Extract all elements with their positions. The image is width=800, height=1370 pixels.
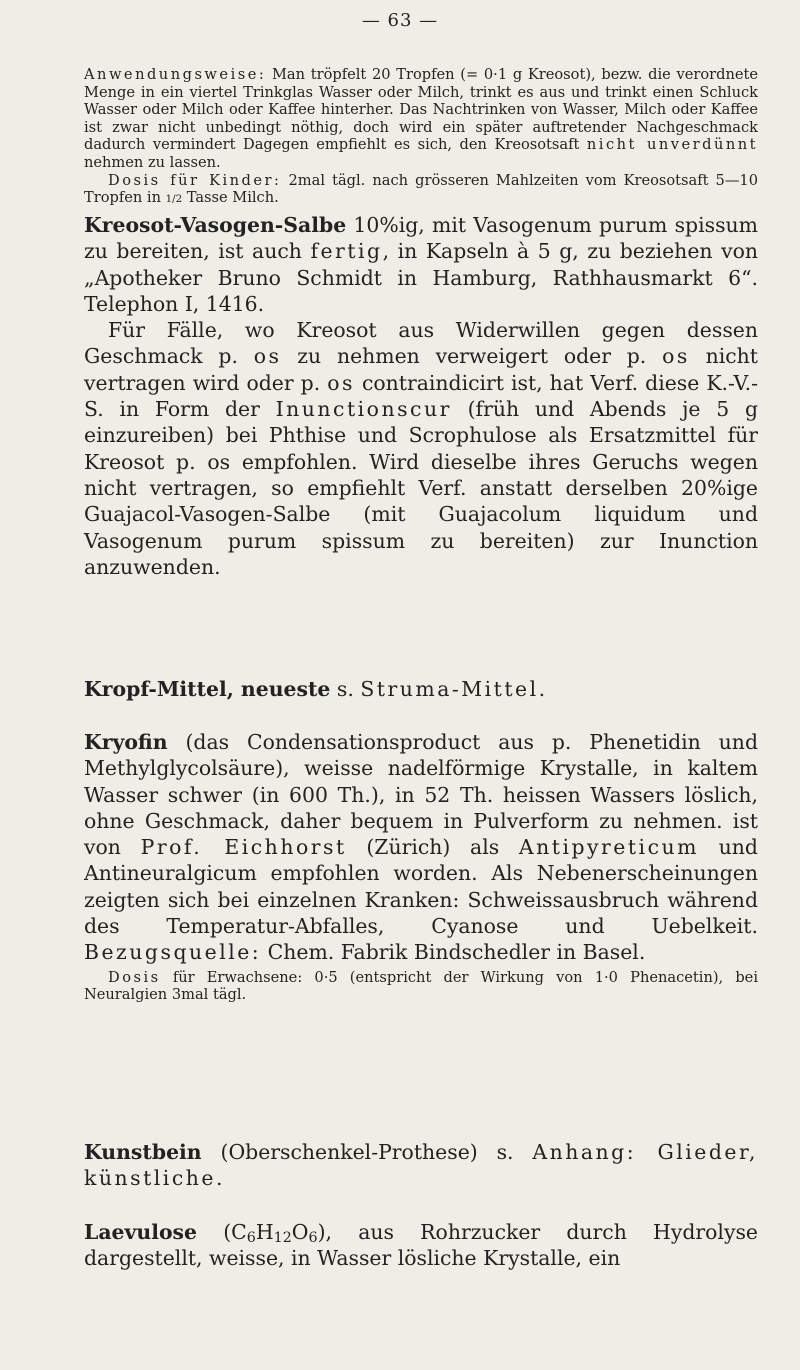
intro-block [84, 66, 758, 209]
ref-struma: Struma-Mittel. [360, 677, 548, 701]
headword-laevulose: Laevulose [84, 1220, 197, 1244]
ref-anhang: Anhang: Glieder, künstliche. [84, 1140, 758, 1191]
kreosot-paragraph-1: Kreosot-Vasogen-Salbe 10%ig, mit Vasogenum purum spissum zu bereiten, ist auch fertig, in Kapseln à 5 g, zu beziehen von „Apotheker Bruno Schmidt in Hamburg, Rathhausmarkt 6“. Telephon I, 1416. [84, 213, 758, 316]
intro-dose: Dosis für Kinder: 2mal tägl. nach grösseren Mahlzeiten vom Kreosotsaft 5—10 Tropfen in 1/2 Tasse Milch. [84, 171, 758, 207]
kreosot-paragraph-2: Für Fälle, wo Kreosot aus Widerwillen gegen dessen Geschmack p. os zu nehmen verweigert oder p. os nicht vertragen wird oder p. os contraindicirt ist, hat Verf. diese K.-V.-S. in Form der Inunctionscur (früh und Abends je 5 g einzureiben) bei Phthise und Scrophulose als Ersatzmittel für Kreosot p. os empfohlen. Wird dieselbe ihres Geruchs wegen nicht vertragen, so empfiehlt Verf. anstatt derselben 20%ige Guajacol-Vasogen-Salbe (mit Guajacolum liquidum und Vasogenum purum spissum zu bereiten) zur Inunction anzuwenden. [84, 318, 758, 579]
entry-kryofin [84, 729, 758, 1004]
headword-kropf: Kropf-Mittel, [84, 677, 234, 701]
headword-kryofin: Kryofin [84, 730, 168, 754]
kunstbein-paragraph: Kunstbein (Oberschenkel-Prothese) s. Anhang: Glieder, künstliche. [84, 1140, 758, 1191]
headword-kunstbein: Kunstbein [84, 1140, 202, 1164]
kropf-paragraph: Kropf-Mittel, neueste s. Struma-Mittel. [84, 677, 548, 701]
headword-kreosot: Kreosot-Vasogen-Salbe [84, 213, 347, 237]
entry-laevulose [84, 1219, 758, 1272]
kryofin-paragraph: Kryofin (das Condensationsproduct aus p. Phenetidin und Methylglycolsäure), weisse nadelförmige Krystalle, in kaltem Wasser schwer (in 600 Th.), in 52 Th. heissen Wassers löslich, ohne Geschmack, daher bequem in Pulverform zu nehmen. ist von Prof. Eichhorst (Zürich) als Antipyreticum und Antineuralgicum empfohlen worden. Als Nebenerscheinungen zeigten sich bei einzelnen Kranken: Schweissausbruch während des Temperatur-Abfalles, Cyanose und Uebelkeit. Bezugsquelle: Chem. Fabrik Bindschedler in Basel. [84, 730, 758, 965]
intro-lead: Anwendungsweise: [84, 66, 267, 83]
entry-kropf [84, 676, 758, 702]
intro-paragraph: Anwendungsweise: Man tröpfelt 20 Tropfen (= 0·1 g Kreosot), bezw. die verordnete Menge in ein viertel Trinkglas Wasser oder Milch, trinkt es aus und trinkt einen Schluck Wasser oder Milch oder Kaffee hinterher. Das Nachtrinken von Wasser, Milch oder Kaffee ist zwar nicht unbedingt nöthig, doch wird ein später auftretender Nachgeschmack dadurch vermindert Dagegen empfiehlt es sich, den Kreosotsaft nicht unverdünnt nehmen zu lassen. [84, 66, 759, 171]
entry-kunstbein [84, 1139, 758, 1192]
laevulose-paragraph: Laevulose $(C_6H_{12}O_6)$, aus Rohrzucker durch Hydrolyse dargestellt, weisse, in Wasser lösliche Krystalle, ein [84, 1220, 758, 1271]
intro-spaced: nicht unverdünnt [586, 136, 759, 154]
entry-kreosot [84, 212, 758, 580]
kryofin-dose: Dosis für Erwachsene: 0·5 (entspricht der Wirkung von 1·0 Phenacetin), bei Neuralgien 3mal tägl. [84, 968, 758, 1004]
page-number: — 63 — [361, 10, 439, 31]
